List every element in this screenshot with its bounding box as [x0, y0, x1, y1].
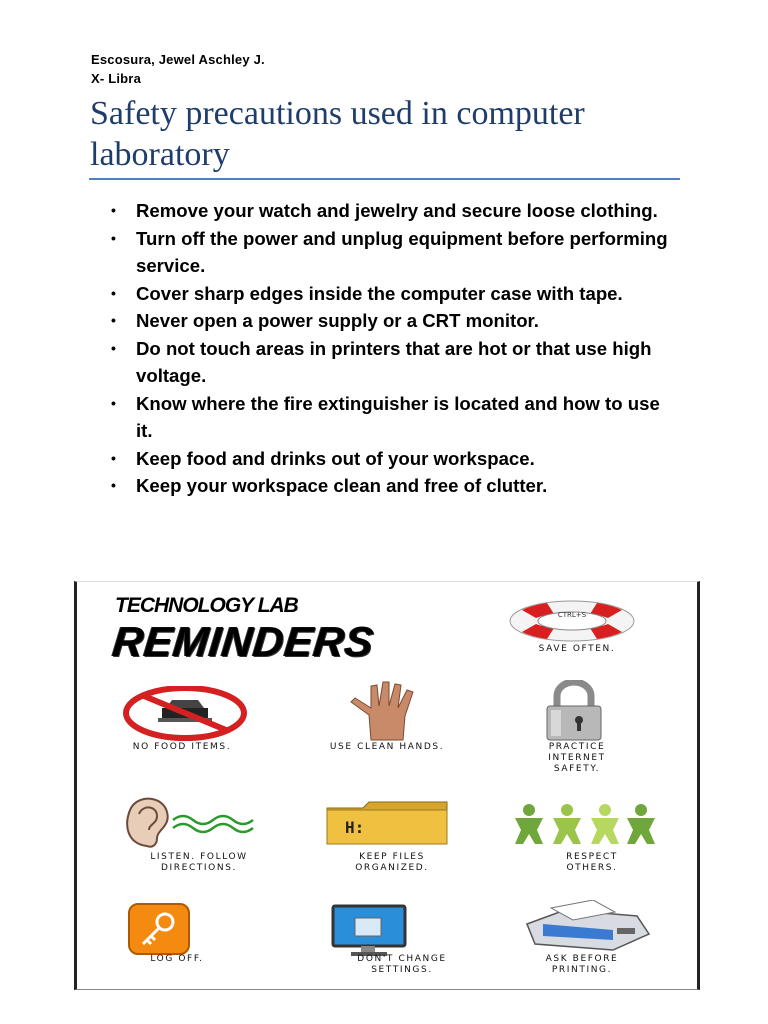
list-item: • Remove your watch and jewelry and secure loose clothing. — [108, 197, 668, 225]
bullet-icon: • — [111, 394, 116, 411]
caption-log-off: LOG OFF. — [150, 954, 204, 964]
no-food-icon — [122, 686, 248, 746]
caption-listen: LISTEN. FOLLOW DIRECTIONS. — [150, 852, 248, 873]
printer-icon — [517, 900, 657, 959]
author-name: Escosura, Jewel Aschley J. — [91, 52, 265, 67]
caption-save-often: SAVE OFTEN. — [538, 644, 616, 654]
poster-heading-small: TECHNOLOGY LAB — [115, 594, 298, 617]
page-title: Safety precautions used in computer laboratory — [90, 95, 585, 173]
bullet-icon: • — [111, 284, 116, 301]
caption-internet-safety: PRACTICE INTERNET SAFETY. — [548, 742, 606, 774]
list-item: • Keep food and drinks out of your workspace. — [108, 445, 668, 473]
caption-dont-change: DON'T CHANGE SETTINGS. — [357, 954, 447, 975]
caption-keep-files: KEEP FILES ORGANIZED. — [355, 852, 429, 873]
people-chain-icon — [511, 802, 661, 851]
key-icon — [127, 902, 191, 961]
list-item: • Do not touch areas in printers that are hot or that use high voltage. — [108, 335, 668, 390]
lifebuoy-icon — [502, 596, 642, 651]
bullet-icon: • — [111, 339, 116, 356]
padlock-icon — [539, 680, 609, 747]
list-item: • Never open a power supply or a CRT monitor. — [108, 307, 668, 335]
folder-icon — [323, 800, 453, 851]
author-section: X- Libra — [91, 71, 141, 86]
caption-no-food: NO FOOD ITEMS. — [132, 742, 232, 752]
svg-text:H:: H: — [345, 818, 365, 837]
list-item: • Know where the fire extinguisher is located and how to use it. — [108, 390, 668, 445]
caption-clean-hands: USE CLEAN HANDS. — [329, 742, 445, 752]
list-item: • Cover sharp edges inside the computer case with tape. — [108, 280, 668, 308]
list-item: • Keep your workspace clean and free of clutter. — [108, 472, 668, 500]
bullet-icon: • — [111, 312, 116, 328]
reminders-poster — [74, 581, 700, 990]
hand-icon — [341, 680, 441, 747]
list-item: • Turn off the power and unplug equipment before performing service. — [108, 225, 668, 280]
poster-heading-big: REMINDERS — [110, 618, 377, 665]
caption-ask-printing: ASK BEFORE PRINTING. — [545, 954, 619, 975]
precautions-list — [108, 197, 668, 500]
caption-respect: RESPECT OTHERS. — [566, 852, 618, 873]
bullet-icon: • — [111, 449, 116, 466]
svg-text:CTRL+S: CTRL+S — [557, 611, 587, 619]
ear-icon — [117, 794, 267, 854]
bullet-icon: • — [111, 477, 116, 493]
bullet-icon: • — [111, 202, 116, 218]
title-underline — [89, 178, 680, 180]
bullet-icon: • — [111, 229, 116, 246]
